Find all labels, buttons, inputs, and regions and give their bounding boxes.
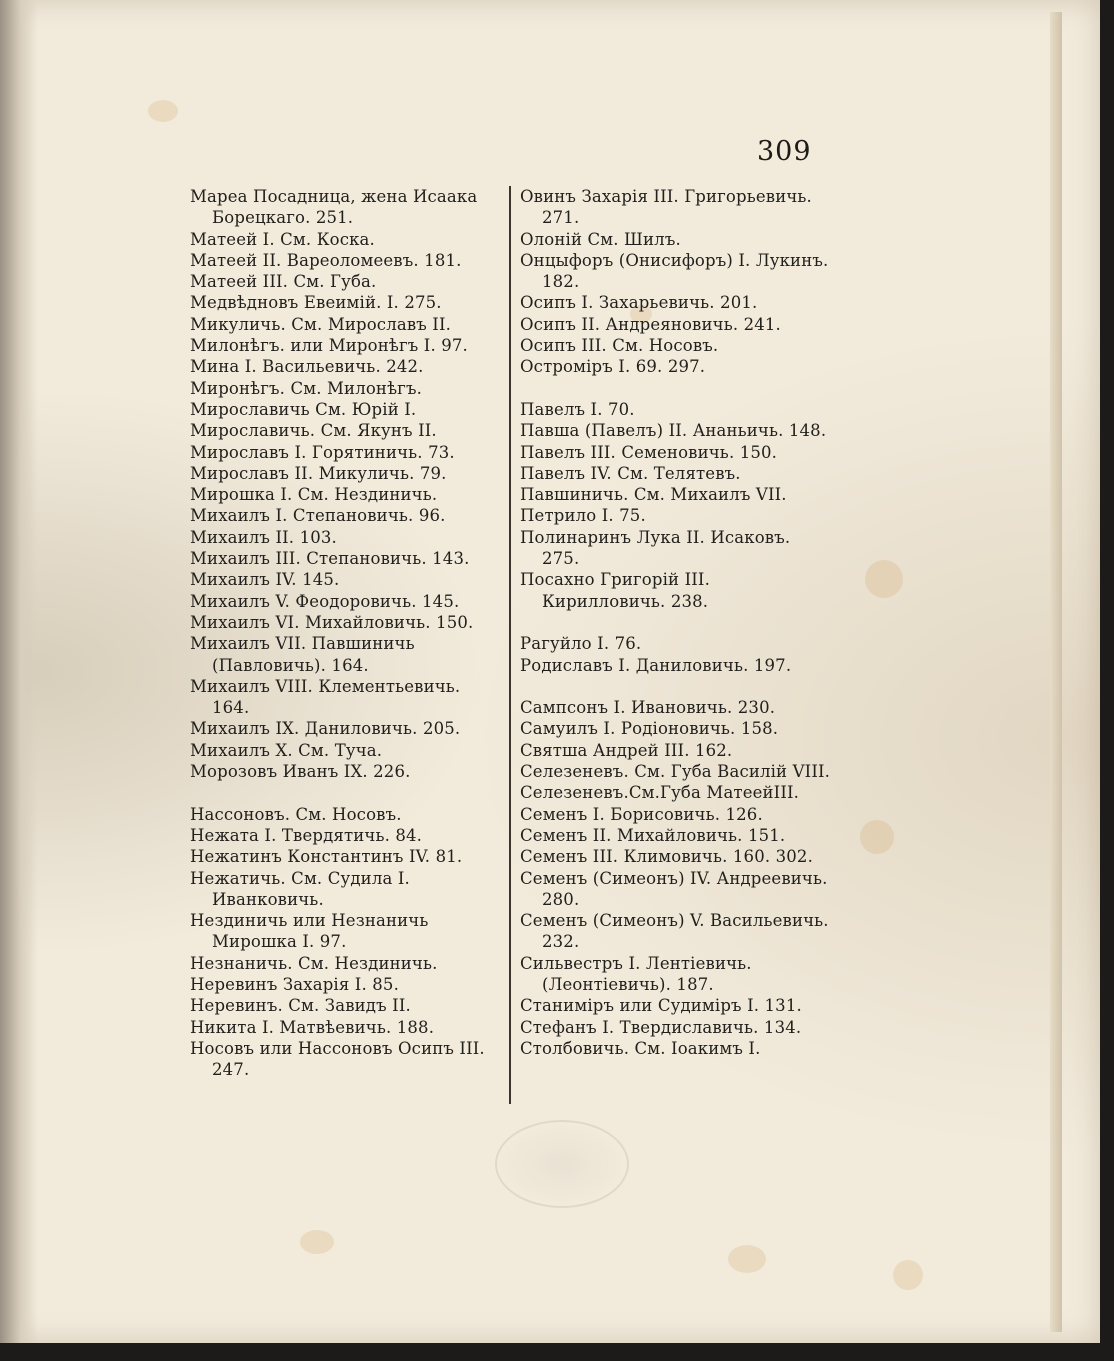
index-entry: Селезеневъ.См.Губа МатеейIII.	[520, 783, 800, 803]
index-column-left	[190, 186, 502, 1080]
index-entry: Михаилъ VIII. Клементьевичь. 164.	[190, 676, 461, 718]
index-entry: Нездиничь или Незнаничь Мирошка I. 97.	[190, 911, 429, 952]
index-entry: Семенъ (Симеонъ) V. Васильевичь. 232.	[520, 911, 829, 952]
index-entry: Михаилъ X. См. Туча.	[190, 740, 383, 760]
index-entry: Мирославичь См. Юрій I.	[190, 399, 417, 419]
index-entry: Остроміръ I. 69. 297.	[520, 357, 706, 377]
index-entry: Михаилъ VI. Михайловичь. 150.	[190, 612, 474, 632]
index-entry: Нежатичь. См. Судила I. Иванковичь.	[190, 868, 410, 909]
index-entry: Никита I. Матвѣевичь. 188.	[190, 1017, 435, 1037]
section-gap	[520, 612, 832, 633]
index-entry: Микуличь. См. Мирославъ II.	[190, 314, 452, 334]
index-entry: Семенъ (Симеонъ) IV. Андреевичь. 280.	[520, 868, 828, 909]
page-edge	[1050, 12, 1062, 1332]
index-entry: Павелъ IV. См. Телятевъ.	[520, 463, 741, 483]
index-entry: Осипъ I. Захарьевичь. 201.	[520, 293, 758, 313]
index-entry: Семенъ II. Михайловичь. 151.	[520, 825, 786, 845]
index-entry: Миронѣгъ. См. Милонѣгъ.	[190, 378, 423, 398]
index-entry: Мина I. Васильевичь. 242.	[190, 357, 424, 377]
index-entry: Петрило I. 75.	[520, 506, 646, 526]
index-entry: Сильвестръ I. Лентіевичь. (Леонтіевичь). 187.	[520, 953, 752, 994]
index-entry: Семенъ I. Борисовичь. 126.	[520, 804, 763, 824]
index-entry: Павшиничь. См. Михаилъ VII.	[520, 485, 787, 505]
index-entry: Матеей II. Вареоломеевъ. 181.	[190, 250, 462, 270]
index-entry: Станиміръ или Судиміръ I. 131.	[520, 996, 802, 1016]
index-entry: Павелъ III. Семеновичь. 150.	[520, 442, 778, 462]
index-entry: Олоній См. Шилъ.	[520, 229, 681, 249]
index-entry: Сампсонъ I. Ивановичь. 230.	[520, 698, 776, 718]
section-gap	[520, 676, 832, 697]
index-entry: Осипъ II. Андреяновичь. 241.	[520, 314, 781, 334]
index-entry: Матеей III. См. Губа.	[190, 272, 377, 292]
index-entry: Посахно Григорій III. Кирилловичь. 238.	[520, 570, 710, 611]
index-entry: Незнаничь. См. Нездиничь.	[190, 953, 438, 973]
index-entry: Михаилъ VII. Павшиничь (Павловичь). 164.	[190, 634, 415, 675]
index-entry: Неревинъ. См. Завидъ II.	[190, 996, 411, 1016]
index-entry: Родиславъ I. Даниловичь. 197.	[520, 655, 792, 675]
section-gap	[190, 782, 502, 803]
index-entry: Онцыфоръ (Онисифоръ) I. Лукинъ. 182.	[520, 250, 829, 292]
index-entry: Павша (Павелъ) II. Ананьичь. 148.	[520, 421, 827, 441]
index-entry: Неревинъ Захарія I. 85.	[190, 974, 399, 994]
index-entry: Мареа Посадница, жена Исаака Борецкаго. 251.	[190, 187, 478, 228]
index-entry: Михаилъ IV. 145.	[190, 570, 340, 590]
index-entry: Святша Андрей III. 162.	[520, 740, 733, 760]
index-entry: Михаилъ III. Степановичь. 143.	[190, 549, 470, 569]
index-entry: Полинаринъ Лука II. Исаковъ. 275.	[520, 527, 791, 569]
index-entry: Михаилъ V. Феодоровичь. 145.	[190, 591, 460, 611]
index-entry: Мирославъ I. Горятиничь. 73.	[190, 442, 455, 462]
index-entry: Морозовъ Иванъ IX. 226.	[190, 762, 411, 782]
index-entry: Осипъ III. См. Носовъ.	[520, 336, 719, 356]
index-entry: Рагуйло I. 76.	[520, 634, 642, 654]
index-entry: Нежата I. Твердятичь. 84.	[190, 825, 423, 845]
index-entry: Мирославичь. См. Якунъ II.	[190, 421, 437, 441]
index-entry: Михаилъ II. 103.	[190, 527, 337, 547]
index-entry: Медвѣдновъ Евеимій. I. 275.	[190, 293, 442, 313]
index-entry: Нежатинъ Константинъ IV. 81.	[190, 847, 463, 867]
section-gap	[520, 378, 832, 399]
index-column-right	[520, 186, 832, 1059]
index-entry: Матеей I. См. Коска.	[190, 229, 375, 249]
index-entry: Нассоновъ. См. Носовъ.	[190, 804, 402, 824]
index-entry: Павелъ I. 70.	[520, 399, 635, 419]
index-entry: Мирославъ II. Микуличь. 79.	[190, 463, 447, 483]
column-divider	[509, 186, 511, 1104]
index-entry: Семенъ III. Климовичь. 160. 302.	[520, 847, 813, 867]
page-number: 309	[757, 136, 812, 167]
index-entry: Столбовичь. См. Іоакимъ I.	[520, 1038, 761, 1058]
index-entry: Михаилъ I. Степановичь. 96.	[190, 506, 446, 526]
index-entry: Мирошка I. См. Нездиничь.	[190, 485, 438, 505]
library-stamp	[495, 1120, 629, 1208]
index-entry: Носовъ или Нассоновъ Осипъ III. 247.	[190, 1038, 485, 1080]
index-entry: Милонѣгъ. или Миронѣгъ I. 97.	[190, 336, 468, 356]
index-entry: Селезеневъ. См. Губа Василій VIII.	[520, 762, 831, 782]
page-binding	[0, 0, 38, 1343]
index-entry: Самуилъ I. Родіоновичь. 158.	[520, 719, 779, 739]
index-entry: Стефанъ I. Твердиславичь. 134.	[520, 1017, 802, 1037]
index-entry: Михаилъ IX. Даниловичь. 205.	[190, 719, 461, 739]
index-entry: Овинъ Захарія III. Григорьевичь. 271.	[520, 187, 812, 228]
